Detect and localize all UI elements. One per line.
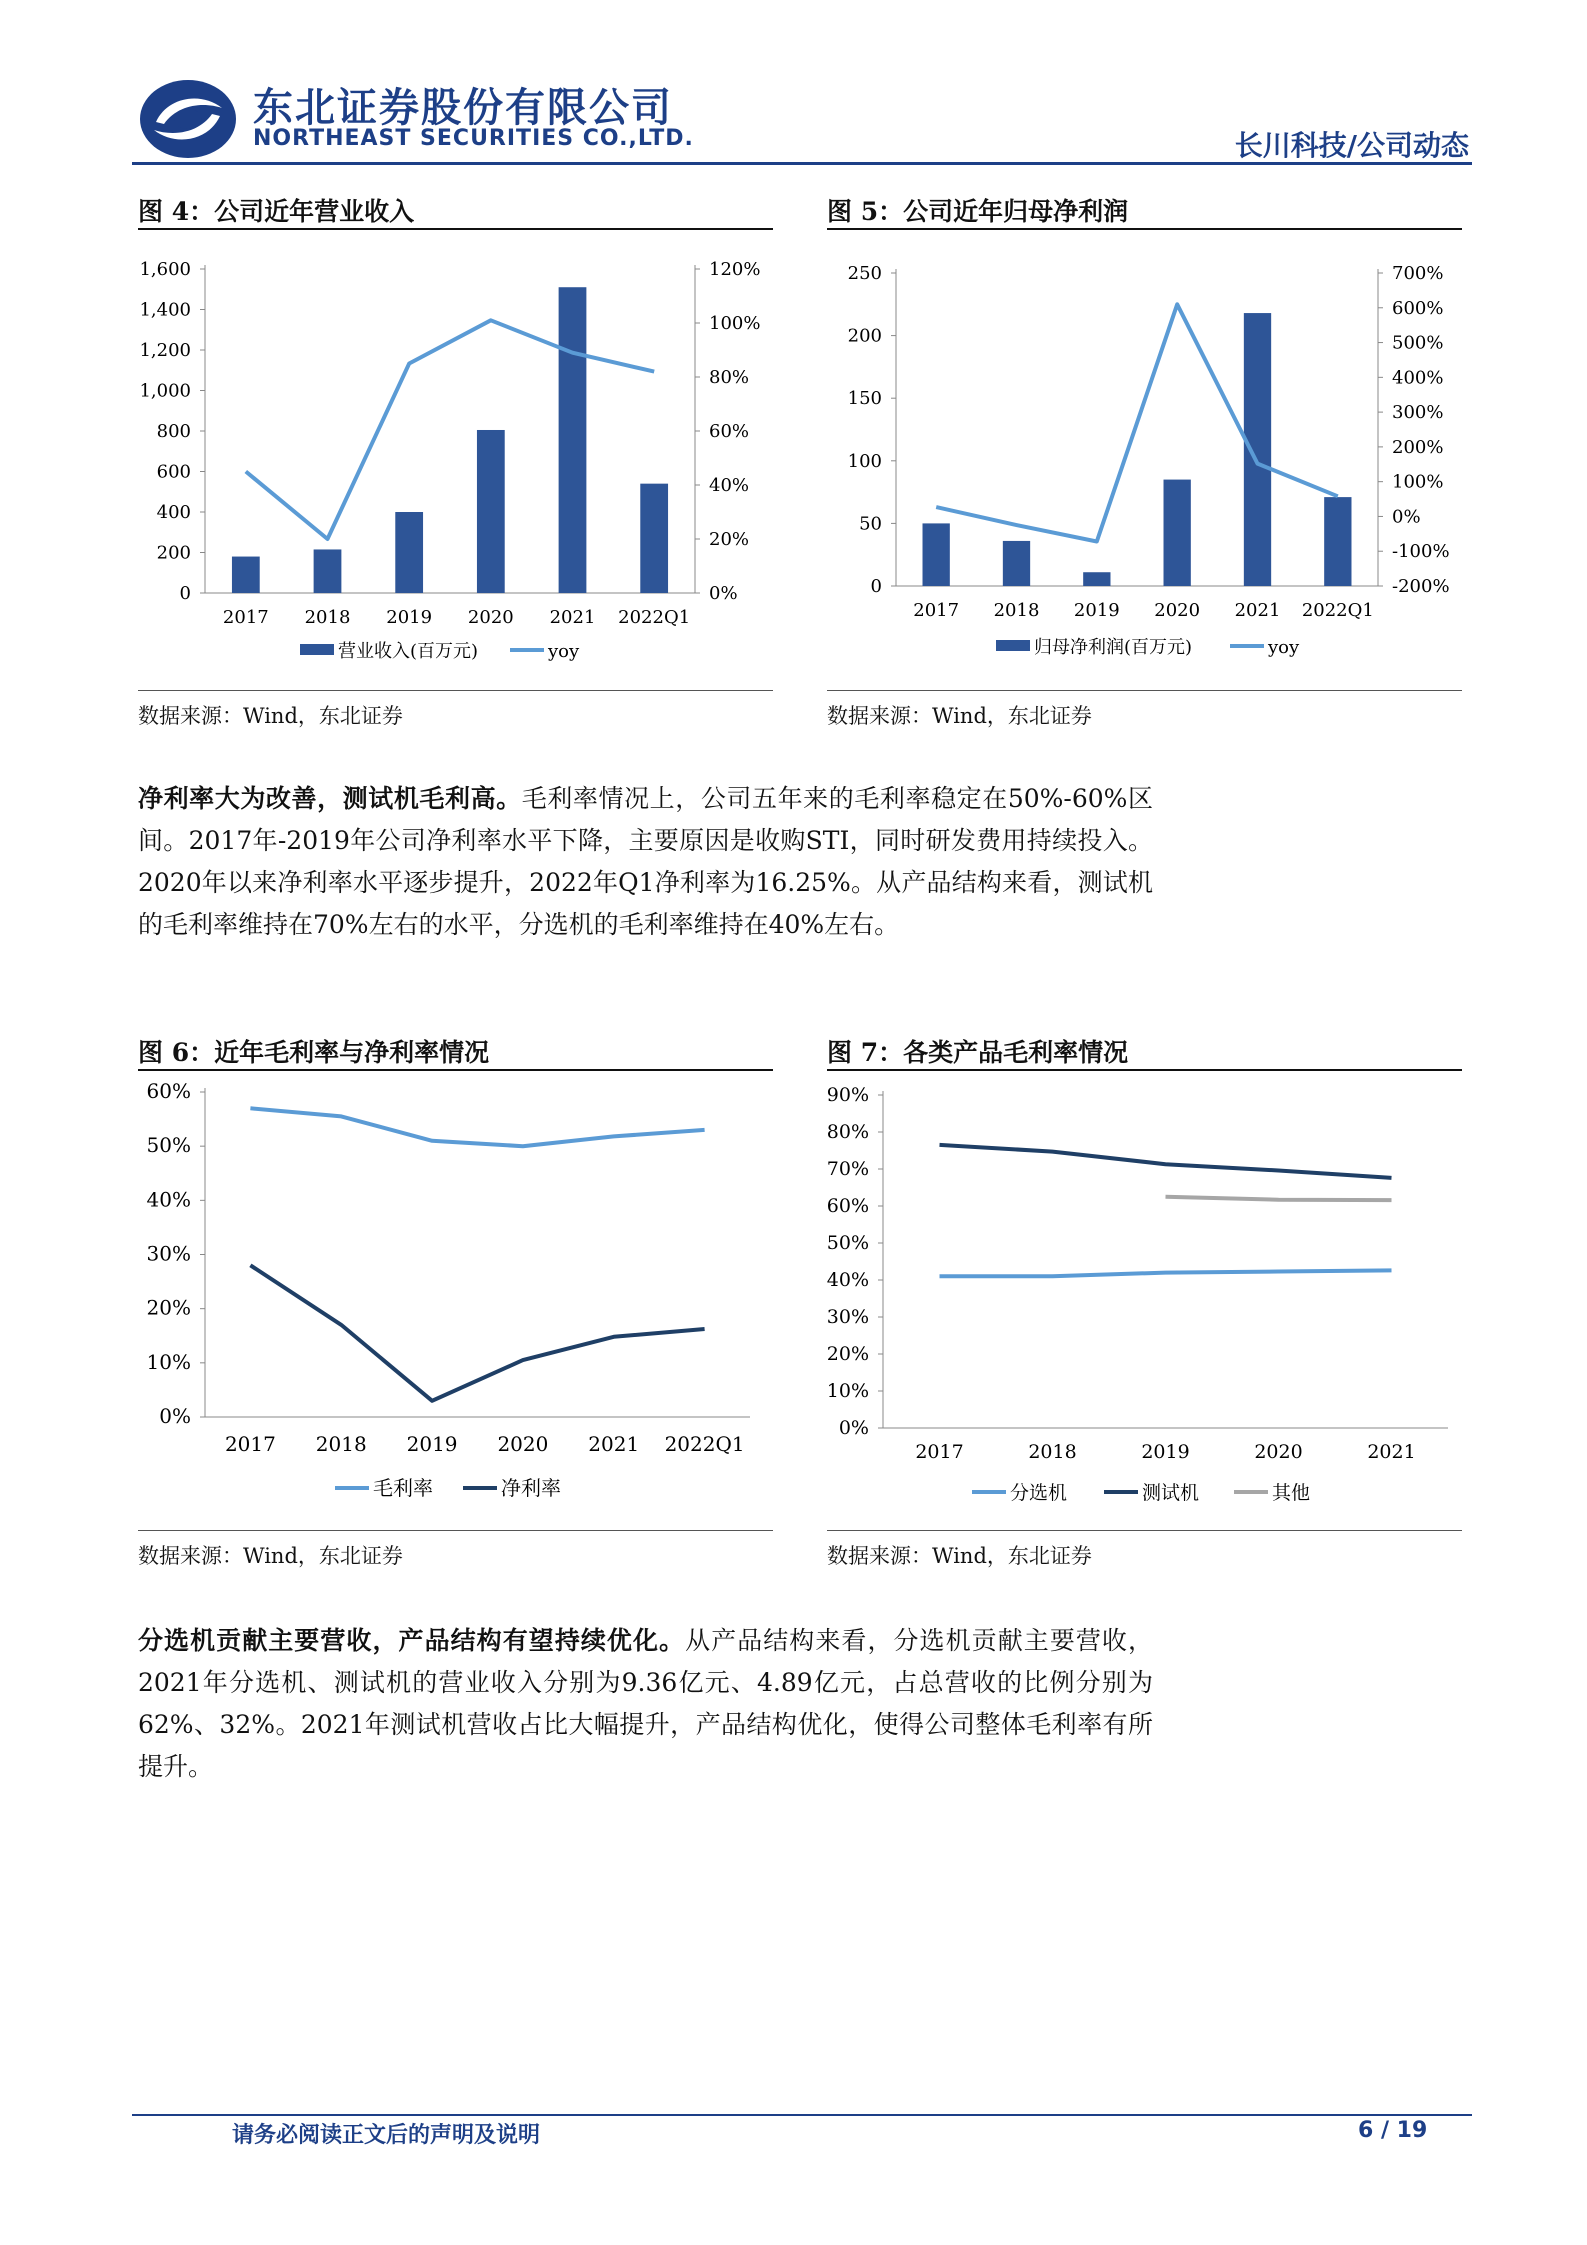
fig6-category-label: 2021 [588, 1432, 640, 1456]
paragraph-product-mix [138, 1620, 1153, 1788]
fig7-category-label: 2017 [915, 1441, 964, 1463]
fig5-legend-label: 归母净利润(百万元) [1034, 637, 1193, 658]
figure-5-chart [820, 250, 1470, 670]
fig4-legend-label: yoy [548, 641, 580, 662]
fig4-left-tick-label: 1,400 [139, 299, 191, 321]
fig5-right-tick-label: 0% [1392, 506, 1421, 528]
fig5-bar [1083, 572, 1110, 586]
fig4-bar [232, 557, 260, 593]
fig6-left-tick-label: 20% [146, 1295, 191, 1320]
fig4-left-tick-label: 600 [156, 461, 191, 483]
fig5-category-label: 2019 [1073, 600, 1120, 621]
fig6-series-line-0 [250, 1108, 704, 1146]
fig4-right-tick-label: 80% [709, 367, 750, 388]
fig7-category-label: 2018 [1028, 1441, 1077, 1463]
fig5-bar [1324, 497, 1351, 586]
fig6-category-label: 2018 [315, 1432, 367, 1456]
figure-6-source-rule [138, 1530, 773, 1531]
fig6-category-label: 2019 [406, 1432, 458, 1456]
fig6-left-tick-label: 10% [146, 1349, 191, 1374]
fig6-left-tick-label: 40% [146, 1187, 191, 1212]
fig6-category-label: 2020 [497, 1432, 549, 1456]
fig4-right-tick-label: 100% [709, 313, 761, 334]
figure-7-top-rule [827, 1069, 1462, 1071]
fig4-left-tick-label: 1,000 [139, 380, 191, 402]
footer-disclaimer: 请务必阅读正文后的声明及说明 [232, 2123, 541, 2148]
fig4-category-label: 2019 [386, 607, 433, 628]
fig7-legend-label: 其他 [1272, 1482, 1311, 1504]
fig4-category-label: 2020 [467, 607, 514, 628]
fig4-category-label: 2022Q1 [618, 607, 691, 628]
figure-4-title: 图 4：公司近年营业收入 [138, 197, 415, 226]
header-divider [132, 162, 1472, 165]
fig5-left-tick-label: 150 [847, 388, 882, 410]
fig5-left-tick-label: 0 [870, 576, 882, 597]
fig6-left-tick-label: 30% [146, 1241, 191, 1266]
fig7-legend-label: 分选机 [1010, 1482, 1068, 1504]
fig4-left-tick-label: 200 [156, 542, 191, 564]
fig5-legend-swatch [996, 640, 1030, 651]
fig7-left-tick-label: 30% [826, 1306, 869, 1328]
fig7-left-tick-label: 40% [826, 1269, 869, 1291]
fig4-bar [395, 512, 423, 593]
fig4-left-tick-label: 1,200 [139, 340, 191, 361]
figure-5-source: 数据来源：Wind，东北证券 [827, 704, 1092, 728]
fig6-left-tick-label: 0% [159, 1404, 191, 1428]
figure-4-source: 数据来源：Wind，东北证券 [138, 704, 403, 728]
fig7-left-tick-label: 0% [838, 1417, 869, 1439]
fig4-category-label: 2017 [222, 607, 269, 628]
paragraph-product-mix-lead: 分选机贡献主要营收，产品结构有望持续优化。 [138, 1626, 686, 1655]
figure-6-chart [130, 1080, 780, 1510]
fig6-category-label: 2017 [224, 1432, 276, 1456]
fig5-legend-label: yoy [1268, 637, 1300, 658]
fig5-left-tick-label: 200 [847, 325, 882, 347]
fig5-left-tick-label: 250 [847, 263, 882, 284]
fig4-left-tick-label: 1,600 [139, 259, 191, 280]
fig5-right-tick-label: -100% [1392, 541, 1450, 563]
fig7-series-line-2 [1166, 1197, 1392, 1200]
fig7-left-tick-label: 10% [826, 1380, 869, 1402]
fig4-right-tick-label: 20% [709, 529, 750, 550]
fig5-right-tick-label: 100% [1392, 471, 1444, 493]
figure-4-chart [130, 250, 780, 670]
fig5-left-tick-label: 100 [847, 450, 882, 472]
fig7-left-tick-label: 60% [826, 1195, 869, 1217]
figure-4-source-rule [138, 690, 773, 691]
fig4-right-tick-label: 0% [709, 583, 738, 604]
figure-7-source-rule [827, 1530, 1462, 1531]
paragraph-margins [138, 778, 1153, 946]
figure-7-source: 数据来源：Wind，东北证券 [827, 1544, 1092, 1568]
fig7-category-label: 2019 [1141, 1441, 1190, 1463]
fig4-category-label: 2021 [549, 607, 596, 628]
paragraph-product-mix-body: 从产品结构来看，分选机贡献主要营收，2021年分选机、测试机的营业收入分别为9.36亿元、4.89亿元，占总营收的比例分别为62%、32%。2021年测试机营收占比大幅提升，产品结构优化，使得公司整体毛利率有所提升。 [138, 1626, 1153, 1781]
fig4-series-line-1 [246, 320, 654, 539]
fig5-bar [1244, 313, 1271, 586]
fig4-left-tick-label: 400 [156, 502, 191, 523]
fig6-category-label: 2022Q1 [664, 1432, 745, 1456]
fig4-left-tick-label: 0 [179, 583, 191, 604]
fig4-bar [477, 430, 505, 593]
fig6-legend-label: 毛利率 [373, 1476, 433, 1500]
footer-divider [132, 2114, 1472, 2116]
figure-6-top-rule [138, 1069, 773, 1071]
fig7-left-tick-label: 70% [826, 1158, 869, 1180]
fig7-left-tick-label: 80% [826, 1121, 869, 1143]
fig5-category-label: 2022Q1 [1301, 600, 1374, 621]
fig5-bar [923, 523, 950, 586]
fig6-legend-label: 净利率 [501, 1476, 561, 1500]
fig6-left-tick-label: 60% [146, 1080, 191, 1103]
figure-5-top-rule [827, 228, 1462, 230]
fig4-category-label: 2018 [304, 607, 351, 628]
fig4-legend-label: 营业收入(百万元) [338, 641, 479, 662]
fig5-right-tick-label: 700% [1392, 263, 1444, 284]
fig5-right-tick-label: 600% [1392, 297, 1444, 319]
fig5-bar [1164, 480, 1191, 586]
fig4-right-tick-label: 120% [709, 259, 761, 280]
fig5-right-tick-label: 400% [1392, 367, 1444, 389]
fig7-legend-label: 测试机 [1142, 1482, 1200, 1504]
fig5-category-label: 2020 [1154, 600, 1201, 621]
paragraph-margins-body: 毛利率情况上，公司五年来的毛利率稳定在50%-60%区间。2017年-2019年公司净利率水平下降，主要原因是收购STI，同时研发费用持续投入。2020年以来净利率水平逐步提升，2022年Q1净利率为16.25%。从产品结构来看，测试机的毛利率维持在70%左右的水平，分选机的毛利率维持在40%左右。 [138, 784, 1153, 939]
fig4-bar [314, 549, 342, 593]
fig5-category-label: 2018 [993, 600, 1040, 621]
fig5-category-label: 2021 [1234, 600, 1281, 621]
company-logo [138, 78, 238, 160]
fig6-left-tick-label: 50% [146, 1133, 191, 1158]
fig7-category-label: 2021 [1367, 1441, 1416, 1463]
figure-4-top-rule [138, 228, 773, 230]
figure-6-source: 数据来源：Wind，东北证券 [138, 1544, 403, 1568]
fig5-bar [1003, 541, 1030, 586]
figure-5-source-rule [827, 690, 1462, 691]
fig6-series-line-1 [250, 1265, 704, 1401]
fig5-right-tick-label: 500% [1392, 332, 1444, 354]
fig5-right-tick-label: 200% [1392, 436, 1444, 458]
fig4-left-tick-label: 800 [156, 421, 191, 442]
fig7-series-line-0 [940, 1270, 1392, 1276]
fig7-left-tick-label: 90% [826, 1084, 869, 1106]
fig7-category-label: 2020 [1254, 1441, 1303, 1463]
fig7-left-tick-label: 50% [826, 1232, 869, 1254]
figure-7-title: 图 7：各类产品毛利率情况 [827, 1038, 1129, 1067]
fig5-left-tick-label: 50 [859, 513, 882, 535]
fig5-category-label: 2017 [913, 600, 960, 621]
company-name-cn: 东北证券股份有限公司 [253, 85, 673, 131]
fig4-right-tick-label: 40% [709, 475, 750, 496]
fig4-right-tick-label: 60% [709, 421, 750, 442]
fig5-right-tick-label: 300% [1392, 402, 1444, 424]
figure-6-title: 图 6：近年毛利率与净利率情况 [138, 1038, 490, 1067]
fig4-legend-swatch [300, 644, 334, 655]
fig5-right-tick-label: -200% [1392, 576, 1450, 597]
page-number: 6 / 19 [1358, 2118, 1428, 2143]
fig7-series-line-1 [940, 1145, 1392, 1178]
fig7-left-tick-label: 20% [826, 1343, 869, 1365]
figure-7-chart [820, 1080, 1470, 1510]
fig5-series-line-1 [936, 304, 1338, 541]
fig4-bar [640, 484, 668, 593]
paragraph-margins-lead: 净利率大为改善，测试机毛利高。 [138, 784, 522, 813]
company-name-en: NORTHEAST SECURITIES CO.,LTD. [253, 126, 694, 151]
fig4-bar [559, 287, 587, 593]
figure-5-title: 图 5：公司近年归母净利润 [827, 197, 1129, 226]
report-section-title: 长川科技/公司动态 [1234, 129, 1469, 162]
